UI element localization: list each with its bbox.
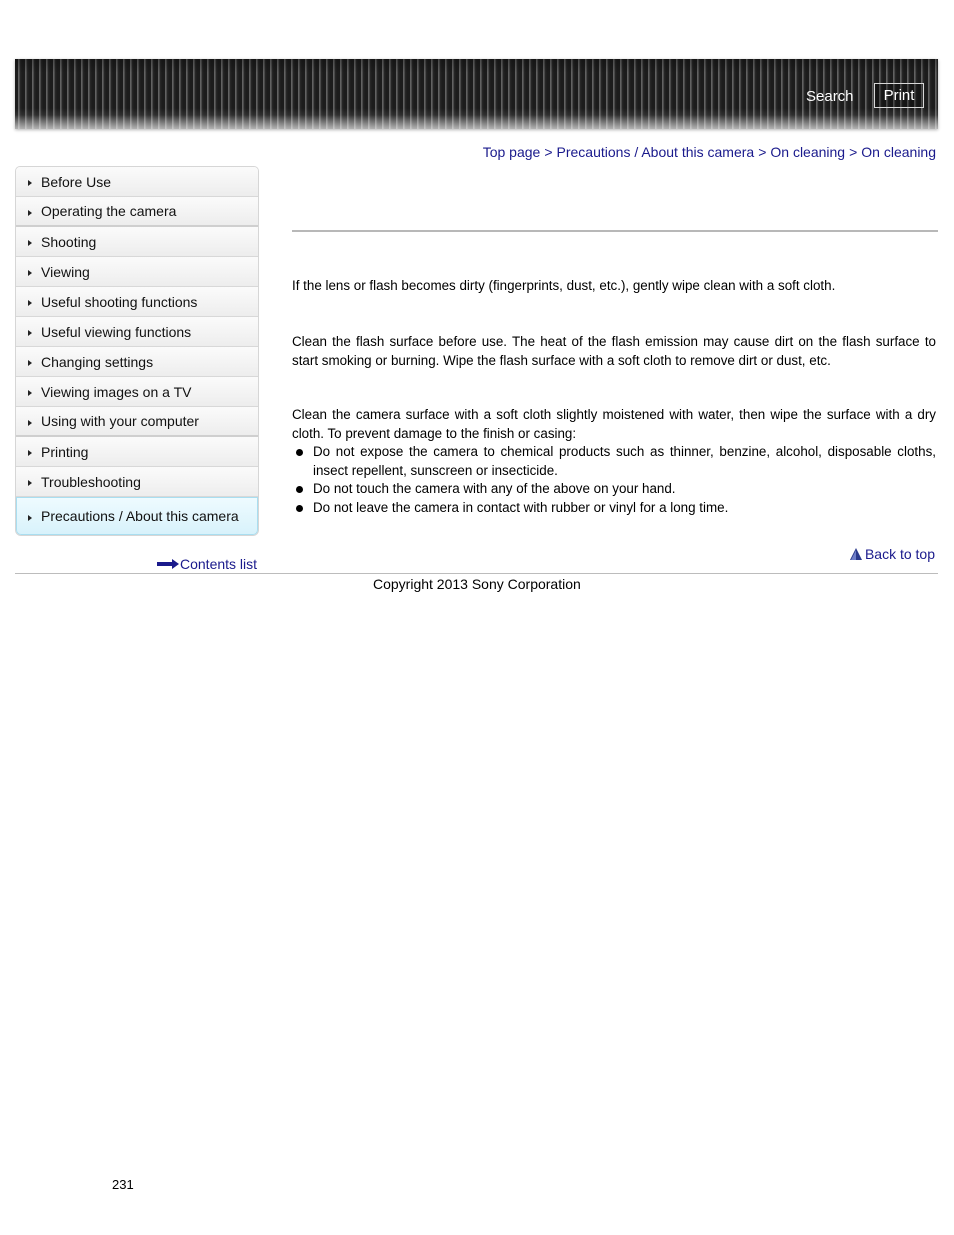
sidebar-item-operating-the-camera[interactable]	[16, 197, 258, 227]
triangle-right-icon	[28, 300, 32, 306]
sidebar-item-shooting[interactable]	[16, 227, 258, 257]
sidebar-item-label: Precautions / About this camera	[41, 508, 239, 524]
breadcrumb-separator: >	[544, 144, 553, 160]
footer-divider	[15, 573, 938, 574]
sidebar-item-useful-viewing-functions[interactable]	[16, 317, 258, 347]
list-item	[292, 499, 936, 518]
triangle-right-icon	[28, 330, 32, 336]
sidebar-item-changing-settings[interactable]	[16, 347, 258, 377]
list-item-text: Do not leave the camera in contact with rubber or vinyl for a long time.	[313, 499, 729, 515]
sidebar-item-useful-shooting-functions[interactable]	[16, 287, 258, 317]
sidebar-item-label: Viewing images on a TV	[41, 383, 192, 400]
triangle-right-icon	[28, 515, 32, 521]
sidebar-nav	[15, 166, 259, 536]
sidebar-item-troubleshooting[interactable]	[16, 467, 258, 497]
sidebar-item-before-use[interactable]	[16, 167, 258, 197]
sidebar-item-label: Using with your computer	[41, 413, 199, 429]
triangle-right-icon	[28, 360, 32, 366]
title-divider	[292, 230, 938, 232]
sidebar-item-label: Shooting	[41, 233, 97, 250]
breadcrumb-top-page[interactable]: Top page	[482, 144, 541, 160]
list-item	[292, 480, 936, 499]
breadcrumb-precautions[interactable]: Precautions / About this camera	[556, 144, 755, 160]
flash-cleaning-paragraph: Clean the flash surface before use. The heat of the flash emission may cause dirt on the flash surface to start smoking or burning. Wipe the flash surface with a soft cloth to remove dirt or dust, etc.	[292, 334, 936, 368]
breadcrumb-on-cleaning-page[interactable]: On cleaning	[861, 144, 936, 160]
contents-list-label: Contents list	[180, 556, 258, 572]
sidebar-item-viewing[interactable]	[16, 257, 258, 287]
surface-cleaning-paragraph: Clean the camera surface with a soft cloth slightly moistened with water, then wipe the surface with a dry cloth. To prevent damage to the finish or casing:	[292, 407, 936, 441]
breadcrumb-separator: >	[849, 144, 858, 160]
sidebar-item-viewing-images-on-a-tv[interactable]	[16, 377, 258, 407]
list-item-text: Do not expose the camera to chemical products such as thinner, benzine, alcohol, disposable cloths, insect repellent, sunscreen or insecticide.	[313, 444, 936, 478]
back-to-top-label: Back to top	[864, 546, 935, 562]
sidebar-item-label: Useful viewing functions	[41, 323, 192, 340]
triangle-right-icon	[28, 480, 32, 486]
sidebar-item-label: Useful shooting functions	[41, 293, 198, 310]
page-number: 231	[112, 1177, 134, 1192]
sidebar-item-label: Before Use	[41, 173, 112, 190]
lens-cleaning-paragraph: If the lens or flash becomes dirty (fingerprints, dust, etc.), gently wipe clean with a soft cloth.	[292, 278, 836, 293]
sidebar-item-label: Operating the camera	[41, 203, 177, 219]
back-to-top-link[interactable]	[850, 546, 935, 562]
breadcrumb	[483, 144, 936, 160]
sidebar-item-precautions-about-this-camera[interactable]	[16, 497, 258, 535]
triangle-up-icon	[850, 548, 862, 560]
bullet-dot-icon	[296, 449, 303, 456]
sidebar-item-label: Viewing	[41, 263, 90, 280]
breadcrumb-separator: >	[758, 144, 767, 160]
bullet-dot-icon	[296, 486, 303, 493]
triangle-right-icon	[28, 390, 32, 396]
search-link[interactable]: Search	[806, 88, 854, 105]
bullet-dot-icon	[296, 505, 303, 512]
sidebar-item-label: Changing settings	[41, 353, 154, 370]
sidebar-item-label: Troubleshooting	[41, 473, 141, 490]
breadcrumb-on-cleaning-section[interactable]: On cleaning	[770, 144, 846, 160]
sidebar-item-printing[interactable]	[16, 437, 258, 467]
triangle-right-icon	[28, 180, 32, 186]
sidebar-item-label: Printing	[41, 443, 89, 460]
copyright-text: Copyright 2013 Sony Corporation	[373, 576, 581, 592]
precaution-list	[292, 443, 936, 517]
list-item-text: Do not touch the camera with any of the above on your hand.	[313, 481, 676, 496]
header-bar	[15, 59, 938, 129]
contents-list-link[interactable]	[157, 556, 257, 572]
list-item	[292, 443, 936, 480]
header-fade	[15, 115, 938, 129]
sidebar-item-using-with-your-computer[interactable]	[16, 407, 258, 437]
print-button[interactable]: Print	[874, 83, 924, 108]
triangle-right-icon	[28, 420, 32, 426]
triangle-right-icon	[28, 210, 32, 216]
triangle-right-icon	[28, 270, 32, 276]
triangle-right-icon	[28, 450, 32, 456]
triangle-right-icon	[28, 240, 32, 246]
arrow-right-icon	[157, 559, 179, 569]
